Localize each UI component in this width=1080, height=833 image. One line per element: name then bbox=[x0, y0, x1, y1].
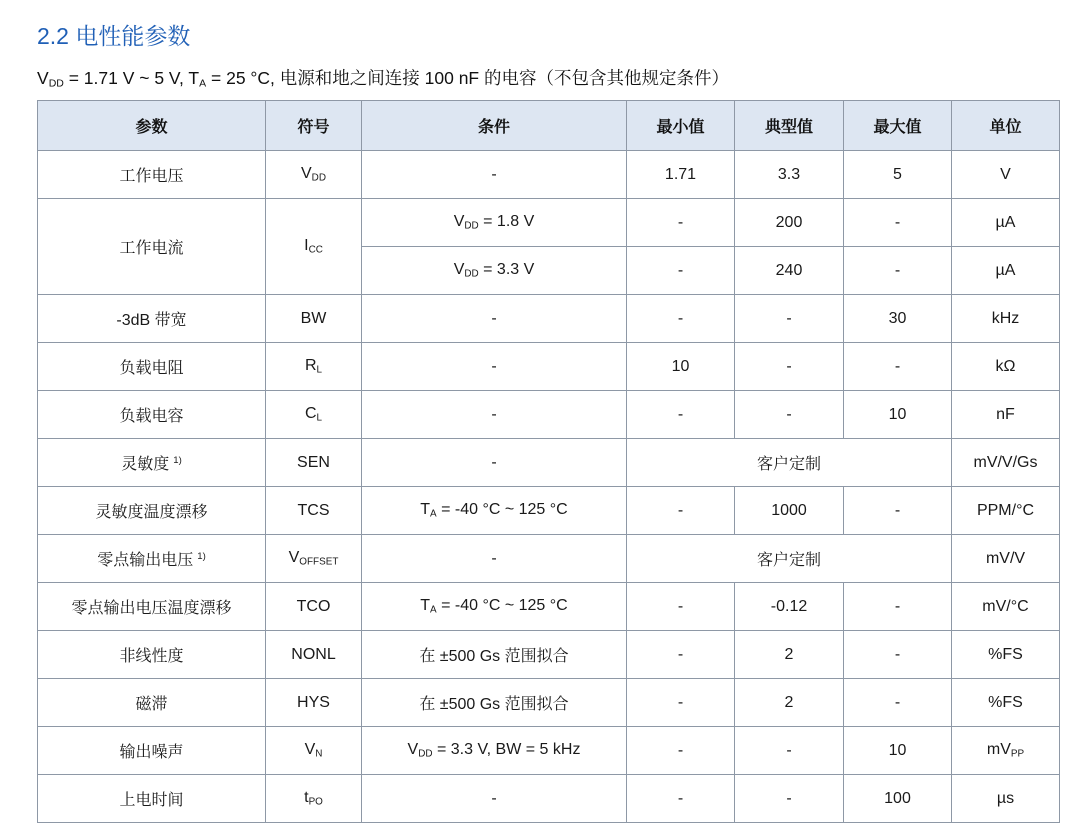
condition-cell: 在 ±500 Gs 范围拟合 bbox=[362, 679, 627, 727]
min-cell: - bbox=[627, 199, 735, 247]
unit-cell: µs bbox=[952, 775, 1060, 823]
table-row bbox=[38, 583, 1060, 631]
condition-cell: - bbox=[362, 775, 627, 823]
condition-cell: $T_A = -40$ °C ~ 125 °C bbox=[362, 487, 627, 535]
max-cell: - bbox=[844, 199, 952, 247]
header-symbol: 符号 bbox=[266, 101, 362, 151]
merged-value-cell: 客户定制 bbox=[627, 439, 952, 487]
min-cell: - bbox=[627, 295, 735, 343]
condition-cell: 在 ±500 Gs 范围拟合 bbox=[362, 631, 627, 679]
unit-cell: %FS bbox=[952, 679, 1060, 727]
param-cell: 输出噪声 bbox=[38, 727, 266, 775]
min-cell: - bbox=[627, 583, 735, 631]
footnote-ref: 1) bbox=[197, 551, 206, 563]
table-row bbox=[38, 199, 1060, 247]
unit-cell: V bbox=[952, 151, 1060, 199]
max-cell: 30 bbox=[844, 295, 952, 343]
param-cell: 灵敏度 $^{1)}$ bbox=[38, 439, 266, 487]
symbol-cell: TCO bbox=[266, 583, 362, 631]
min-cell: - bbox=[627, 247, 735, 295]
unit-cell: %FS bbox=[952, 631, 1060, 679]
param-cell: 灵敏度温度漂移 bbox=[38, 487, 266, 535]
min-cell: - bbox=[627, 775, 735, 823]
table-row bbox=[38, 775, 1060, 823]
typ-cell: 1000 bbox=[735, 487, 844, 535]
unit-cell: µA bbox=[952, 247, 1060, 295]
unit-cell: $mV_{PP}$ bbox=[952, 727, 1060, 775]
header-unit: 单位 bbox=[952, 101, 1060, 151]
param-cell: 负载电阻 bbox=[38, 343, 266, 391]
unit-cell: mV/°C bbox=[952, 583, 1060, 631]
symbol-cell: $V_N$ bbox=[266, 727, 362, 775]
electrical-parameters-table bbox=[37, 100, 1060, 823]
symbol-cell: $I_{CC}$ bbox=[266, 199, 362, 295]
table-row bbox=[38, 439, 1060, 487]
symbol-cell: SEN bbox=[266, 439, 362, 487]
typ-cell: -0.12 bbox=[735, 583, 844, 631]
condition-cell: $V_{DD} = 1.8$ V bbox=[362, 199, 627, 247]
max-cell: - bbox=[844, 583, 952, 631]
header-min: 最小值 bbox=[627, 101, 735, 151]
symbol-cell: $V_{DD}$ bbox=[266, 151, 362, 199]
header-param: 参数 bbox=[38, 101, 266, 151]
table-row bbox=[38, 487, 1060, 535]
min-cell: - bbox=[627, 487, 735, 535]
unit-cell: mV/V bbox=[952, 535, 1060, 583]
symbol-cell: TCS bbox=[266, 487, 362, 535]
typ-cell: - bbox=[735, 343, 844, 391]
symbol-cell: HYS bbox=[266, 679, 362, 727]
section-title: 2.2 电性能参数 bbox=[37, 23, 191, 49]
param-cell: 磁滞 bbox=[38, 679, 266, 727]
test-conditions: $V_{DD} = 1.71$ V ~ 5 V, $T_A = 25$ °C, 电源和地之间连接 100 nF 的电容（不包含其他规定条件） bbox=[37, 68, 729, 90]
typ-cell: 240 bbox=[735, 247, 844, 295]
merged-value-cell: 客户定制 bbox=[627, 535, 952, 583]
header-max: 最大值 bbox=[844, 101, 952, 151]
typ-cell: 2 bbox=[735, 679, 844, 727]
symbol-cell: $V_{OFFSET}$ bbox=[266, 535, 362, 583]
unit-cell: µA bbox=[952, 199, 1060, 247]
symbol-cell: $C_L$ bbox=[266, 391, 362, 439]
param-cell: 上电时间 bbox=[38, 775, 266, 823]
max-cell: 10 bbox=[844, 727, 952, 775]
min-cell: - bbox=[627, 391, 735, 439]
header-condition: 条件 bbox=[362, 101, 627, 151]
max-cell: 10 bbox=[844, 391, 952, 439]
condition-cell: $V_{DD} = 3.3$ V, BW = 5 kHz bbox=[362, 727, 627, 775]
table-row bbox=[38, 631, 1060, 679]
min-cell: - bbox=[627, 727, 735, 775]
min-cell: 1.71 bbox=[627, 151, 735, 199]
condition-cell: - bbox=[362, 151, 627, 199]
param-cell: 零点输出电压温度漂移 bbox=[38, 583, 266, 631]
symbol-cell: $R_L$ bbox=[266, 343, 362, 391]
table-row bbox=[38, 535, 1060, 583]
table-row bbox=[38, 679, 1060, 727]
typ-cell: 2 bbox=[735, 631, 844, 679]
footnote-ref: 1) bbox=[173, 455, 182, 467]
param-cell: 负载电容 bbox=[38, 391, 266, 439]
min-cell: - bbox=[627, 679, 735, 727]
max-cell: 100 bbox=[844, 775, 952, 823]
condition-cell: - bbox=[362, 439, 627, 487]
max-cell: - bbox=[844, 343, 952, 391]
max-cell: - bbox=[844, 631, 952, 679]
condition-cell: - bbox=[362, 535, 627, 583]
param-cell: -3dB 带宽 bbox=[38, 295, 266, 343]
symbol-cell: $t_{PO}$ bbox=[266, 775, 362, 823]
unit-cell: mV/V/Gs bbox=[952, 439, 1060, 487]
table-row bbox=[38, 727, 1060, 775]
param-cell: 零点输出电压 $^{1)}$ bbox=[38, 535, 266, 583]
condition-cell: - bbox=[362, 343, 627, 391]
condition-cell: - bbox=[362, 391, 627, 439]
unit-cell: kHz bbox=[952, 295, 1060, 343]
param-cell: 工作电流 bbox=[38, 199, 266, 295]
condition-cell: $T_A = -40$ °C ~ 125 °C bbox=[362, 583, 627, 631]
typ-cell: 3.3 bbox=[735, 151, 844, 199]
table-row bbox=[38, 151, 1060, 199]
symbol-cell: NONL bbox=[266, 631, 362, 679]
param-cell: 工作电压 bbox=[38, 151, 266, 199]
min-cell: 10 bbox=[627, 343, 735, 391]
unit-cell: kΩ bbox=[952, 343, 1060, 391]
max-cell: 5 bbox=[844, 151, 952, 199]
max-cell: - bbox=[844, 487, 952, 535]
typ-cell: - bbox=[735, 295, 844, 343]
symbol-cell: BW bbox=[266, 295, 362, 343]
max-cell: - bbox=[844, 679, 952, 727]
table-row bbox=[38, 295, 1060, 343]
typ-cell: - bbox=[735, 391, 844, 439]
unit-cell: PPM/°C bbox=[952, 487, 1060, 535]
table-row bbox=[38, 391, 1060, 439]
condition-cell: - bbox=[362, 295, 627, 343]
typ-cell: 200 bbox=[735, 199, 844, 247]
typ-cell: - bbox=[735, 775, 844, 823]
param-cell: 非线性度 bbox=[38, 631, 266, 679]
typ-cell: - bbox=[735, 727, 844, 775]
table-row bbox=[38, 343, 1060, 391]
unit-cell: nF bbox=[952, 391, 1060, 439]
max-cell: - bbox=[844, 247, 952, 295]
table-header-row bbox=[38, 101, 1060, 151]
header-typ: 典型值 bbox=[735, 101, 844, 151]
min-cell: - bbox=[627, 631, 735, 679]
condition-cell: $V_{DD} = 3.3$ V bbox=[362, 247, 627, 295]
